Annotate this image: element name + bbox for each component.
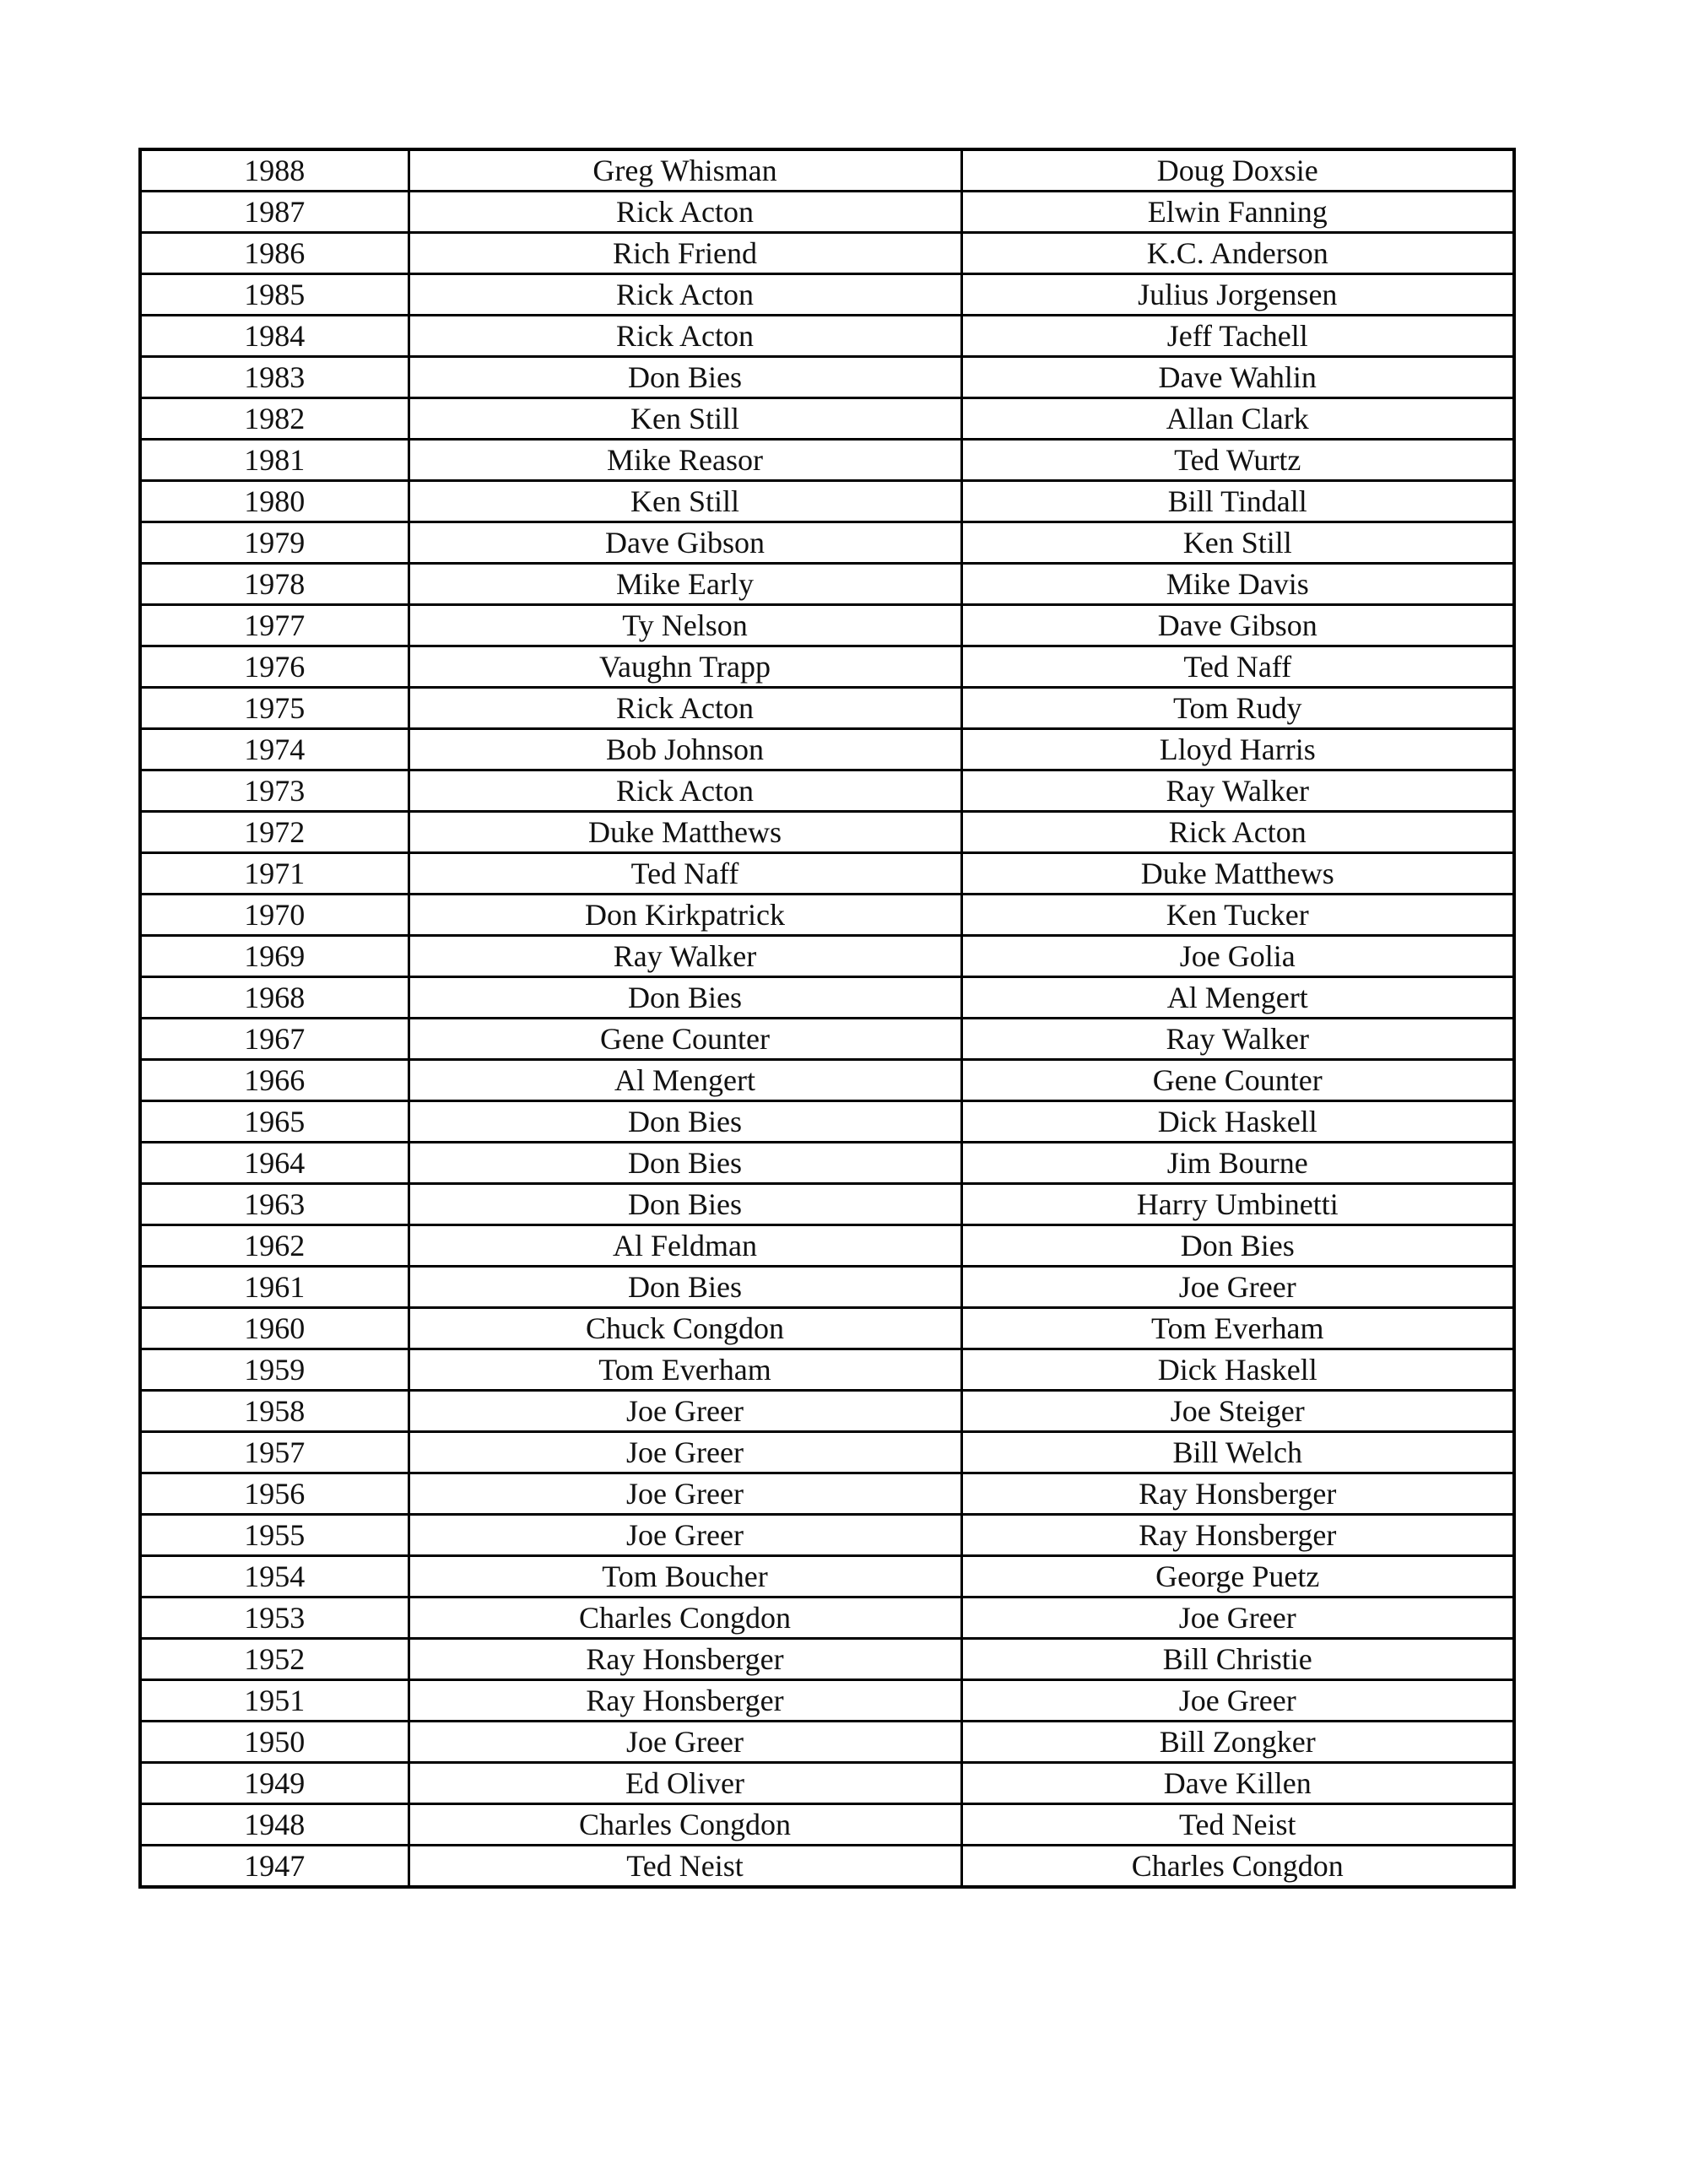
year-cell: 1964 [140, 1143, 408, 1184]
year-cell: 1988 [140, 149, 408, 192]
table-row [140, 605, 1514, 646]
year-cell: 1951 [140, 1680, 408, 1722]
year-cell: 1967 [140, 1019, 408, 1060]
table-row [140, 1473, 1514, 1515]
table-row [140, 1184, 1514, 1225]
first-name-cell: Ted Naff [408, 853, 961, 895]
first-name-cell: Joe Greer [408, 1722, 961, 1763]
second-name-cell: Jim Bourne [961, 1143, 1514, 1184]
second-name-cell: Ken Tucker [961, 895, 1514, 936]
year-cell: 1950 [140, 1722, 408, 1763]
first-name-cell: Al Feldman [408, 1225, 961, 1267]
second-name-cell: Bill Welch [961, 1432, 1514, 1473]
year-cell: 1954 [140, 1556, 408, 1597]
table-row [140, 688, 1514, 729]
table-row [140, 233, 1514, 274]
second-name-cell: Bill Zongker [961, 1722, 1514, 1763]
table-row [140, 812, 1514, 853]
year-cell: 1966 [140, 1060, 408, 1101]
table-row [140, 729, 1514, 770]
second-name-cell: Don Bies [961, 1225, 1514, 1267]
first-name-cell: Rich Friend [408, 233, 961, 274]
first-name-cell: Don Bies [408, 1267, 961, 1308]
first-name-cell: Ken Still [408, 398, 961, 440]
second-name-cell: Charles Congdon [961, 1846, 1514, 1888]
table-row [140, 440, 1514, 481]
second-name-cell: Joe Greer [961, 1267, 1514, 1308]
first-name-cell: Joe Greer [408, 1515, 961, 1556]
table-row [140, 1846, 1514, 1888]
table-row [140, 1639, 1514, 1680]
first-name-cell: Joe Greer [408, 1391, 961, 1432]
second-name-cell: Joe Greer [961, 1597, 1514, 1639]
second-name-cell: Dave Wahlin [961, 357, 1514, 398]
year-cell: 1962 [140, 1225, 408, 1267]
second-name-cell: Tom Rudy [961, 688, 1514, 729]
first-name-cell: Joe Greer [408, 1473, 961, 1515]
first-name-cell: Don Bies [408, 1184, 961, 1225]
second-name-cell: Gene Counter [961, 1060, 1514, 1101]
table-row [140, 357, 1514, 398]
year-cell: 1963 [140, 1184, 408, 1225]
year-cell: 1949 [140, 1763, 408, 1804]
year-cell: 1985 [140, 274, 408, 316]
table-row [140, 936, 1514, 977]
first-name-cell: Joe Greer [408, 1432, 961, 1473]
year-cell: 1956 [140, 1473, 408, 1515]
second-name-cell: Allan Clark [961, 398, 1514, 440]
second-name-cell: Lloyd Harris [961, 729, 1514, 770]
year-cell: 1955 [140, 1515, 408, 1556]
table-row [140, 646, 1514, 688]
year-cell: 1970 [140, 895, 408, 936]
table-row [140, 1143, 1514, 1184]
second-name-cell: Elwin Fanning [961, 192, 1514, 233]
second-name-cell: Mike Davis [961, 564, 1514, 605]
second-name-cell: Joe Greer [961, 1680, 1514, 1722]
first-name-cell: Mike Reasor [408, 440, 961, 481]
year-cell: 1971 [140, 853, 408, 895]
table-row [140, 1722, 1514, 1763]
table-row [140, 770, 1514, 812]
first-name-cell: Rick Acton [408, 192, 961, 233]
first-name-cell: Tom Everham [408, 1349, 961, 1391]
results-table-body [140, 149, 1514, 1887]
year-cell: 1978 [140, 564, 408, 605]
year-cell: 1968 [140, 977, 408, 1019]
second-name-cell: Dick Haskell [961, 1101, 1514, 1143]
table-row [140, 1432, 1514, 1473]
second-name-cell: Doug Doxsie [961, 149, 1514, 192]
first-name-cell: Ray Honsberger [408, 1639, 961, 1680]
first-name-cell: Rick Acton [408, 770, 961, 812]
year-cell: 1961 [140, 1267, 408, 1308]
year-cell: 1959 [140, 1349, 408, 1391]
year-cell: 1952 [140, 1639, 408, 1680]
year-cell: 1972 [140, 812, 408, 853]
second-name-cell: Ted Wurtz [961, 440, 1514, 481]
first-name-cell: Ray Honsberger [408, 1680, 961, 1722]
year-cell: 1974 [140, 729, 408, 770]
year-cell: 1984 [140, 316, 408, 357]
table-row [140, 274, 1514, 316]
second-name-cell: Ted Neist [961, 1804, 1514, 1846]
table-row [140, 481, 1514, 522]
second-name-cell: Dick Haskell [961, 1349, 1514, 1391]
second-name-cell: Ken Still [961, 522, 1514, 564]
second-name-cell: Duke Matthews [961, 853, 1514, 895]
second-name-cell: George Puetz [961, 1556, 1514, 1597]
table-row [140, 564, 1514, 605]
table-row [140, 977, 1514, 1019]
second-name-cell: Joe Golia [961, 936, 1514, 977]
second-name-cell: Ray Honsberger [961, 1473, 1514, 1515]
table-row [140, 1804, 1514, 1846]
second-name-cell: Ted Naff [961, 646, 1514, 688]
second-name-cell: Julius Jorgensen [961, 274, 1514, 316]
first-name-cell: Greg Whisman [408, 149, 961, 192]
second-name-cell: Ray Honsberger [961, 1515, 1514, 1556]
table-row [140, 1556, 1514, 1597]
table-row [140, 522, 1514, 564]
second-name-cell: Dave Killen [961, 1763, 1514, 1804]
table-row [140, 192, 1514, 233]
table-row [140, 895, 1514, 936]
year-cell: 1947 [140, 1846, 408, 1888]
table-row [140, 1060, 1514, 1101]
year-cell: 1973 [140, 770, 408, 812]
first-name-cell: Don Bies [408, 357, 961, 398]
second-name-cell: Rick Acton [961, 812, 1514, 853]
second-name-cell: Harry Umbinetti [961, 1184, 1514, 1225]
table-row [140, 1101, 1514, 1143]
year-cell: 1957 [140, 1432, 408, 1473]
first-name-cell: Rick Acton [408, 688, 961, 729]
year-cell: 1982 [140, 398, 408, 440]
second-name-cell: Bill Tindall [961, 481, 1514, 522]
second-name-cell: Tom Everham [961, 1308, 1514, 1349]
table-row [140, 316, 1514, 357]
first-name-cell: Al Mengert [408, 1060, 961, 1101]
results-table [138, 148, 1516, 1889]
table-row [140, 1308, 1514, 1349]
table-row [140, 1225, 1514, 1267]
second-name-cell: Joe Steiger [961, 1391, 1514, 1432]
first-name-cell: Don Bies [408, 977, 961, 1019]
first-name-cell: Ted Neist [408, 1846, 961, 1888]
first-name-cell: Rick Acton [408, 316, 961, 357]
year-cell: 1987 [140, 192, 408, 233]
table-row [140, 1597, 1514, 1639]
second-name-cell: Al Mengert [961, 977, 1514, 1019]
year-cell: 1958 [140, 1391, 408, 1432]
second-name-cell: Bill Christie [961, 1639, 1514, 1680]
year-cell: 1979 [140, 522, 408, 564]
year-cell: 1975 [140, 688, 408, 729]
first-name-cell: Don Bies [408, 1101, 961, 1143]
first-name-cell: Vaughn Trapp [408, 646, 961, 688]
table-row [140, 1515, 1514, 1556]
first-name-cell: Ray Walker [408, 936, 961, 977]
second-name-cell: Jeff Tachell [961, 316, 1514, 357]
first-name-cell: Ken Still [408, 481, 961, 522]
first-name-cell: Duke Matthews [408, 812, 961, 853]
first-name-cell: Dave Gibson [408, 522, 961, 564]
table-row [140, 1267, 1514, 1308]
second-name-cell: K.C. Anderson [961, 233, 1514, 274]
first-name-cell: Charles Congdon [408, 1597, 961, 1639]
year-cell: 1986 [140, 233, 408, 274]
year-cell: 1977 [140, 605, 408, 646]
second-name-cell: Ray Walker [961, 1019, 1514, 1060]
first-name-cell: Ed Oliver [408, 1763, 961, 1804]
year-cell: 1953 [140, 1597, 408, 1639]
first-name-cell: Rick Acton [408, 274, 961, 316]
first-name-cell: Gene Counter [408, 1019, 961, 1060]
table-row [140, 1680, 1514, 1722]
year-cell: 1976 [140, 646, 408, 688]
first-name-cell: Bob Johnson [408, 729, 961, 770]
table-row [140, 149, 1514, 192]
table-row [140, 1019, 1514, 1060]
table-row [140, 1391, 1514, 1432]
year-cell: 1960 [140, 1308, 408, 1349]
year-cell: 1948 [140, 1804, 408, 1846]
year-cell: 1980 [140, 481, 408, 522]
first-name-cell: Don Bies [408, 1143, 961, 1184]
year-cell: 1969 [140, 936, 408, 977]
table-row [140, 398, 1514, 440]
second-name-cell: Ray Walker [961, 770, 1514, 812]
table-row [140, 1349, 1514, 1391]
first-name-cell: Charles Congdon [408, 1804, 961, 1846]
first-name-cell: Tom Boucher [408, 1556, 961, 1597]
first-name-cell: Don Kirkpatrick [408, 895, 961, 936]
table-row [140, 1763, 1514, 1804]
year-cell: 1983 [140, 357, 408, 398]
first-name-cell: Mike Early [408, 564, 961, 605]
first-name-cell: Chuck Congdon [408, 1308, 961, 1349]
second-name-cell: Dave Gibson [961, 605, 1514, 646]
table-row [140, 853, 1514, 895]
year-cell: 1965 [140, 1101, 408, 1143]
first-name-cell: Ty Nelson [408, 605, 961, 646]
year-cell: 1981 [140, 440, 408, 481]
